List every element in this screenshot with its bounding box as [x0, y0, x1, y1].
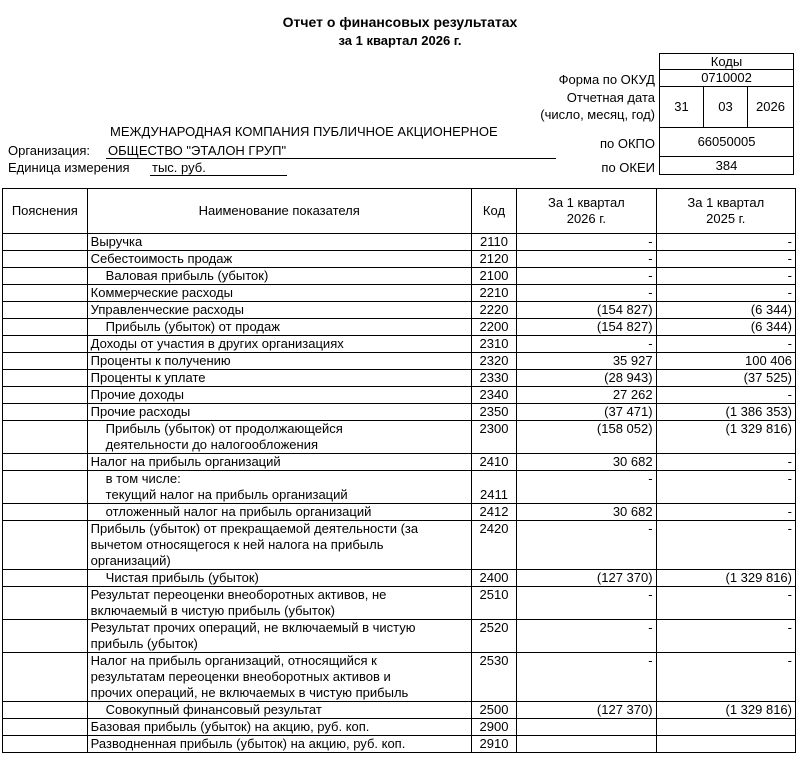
row-name-cell	[87, 504, 471, 521]
row-name-line: Совокупный финансовый результат	[105, 702, 322, 717]
header-code: Код	[471, 189, 516, 234]
row-name-line: Валовая прибыль (убыток)	[105, 268, 269, 283]
row-value-2025: -	[656, 521, 795, 570]
row-notes-cell	[3, 302, 88, 319]
row-value-2026: 35 927	[517, 353, 656, 370]
report-period: за 1 квартал 2026 г.	[338, 33, 462, 48]
table-row	[3, 268, 796, 285]
row-value-2025: (1 386 353)	[656, 404, 795, 421]
row-name-line: Прочие расходы	[90, 404, 191, 419]
row-value-2025: -	[656, 285, 795, 302]
row-name-cell	[87, 404, 471, 421]
row-value-2025: -	[656, 454, 795, 471]
row-code-cell: 2100	[471, 268, 516, 285]
okei-value: 384	[659, 156, 794, 175]
organization-name-line2: ОБЩЕСТВО "ЭТАЛОН ГРУП"	[108, 143, 287, 158]
row-name-cell	[87, 268, 471, 285]
table-row	[3, 521, 796, 570]
row-name-cell	[87, 302, 471, 319]
row-code-cell: 2500	[471, 702, 516, 719]
table-row	[3, 620, 796, 653]
row-notes-cell	[3, 421, 88, 454]
row-notes-cell	[3, 268, 88, 285]
row-name-cell	[87, 234, 471, 251]
date-year: 2026	[747, 86, 794, 128]
row-value-2025: (1 329 816)	[656, 702, 795, 719]
row-code-cell: 2510	[471, 587, 516, 620]
row-value-2025: (37 525)	[656, 370, 795, 387]
row-code-cell: 2200	[471, 319, 516, 336]
row-name-cell	[87, 336, 471, 353]
row-value-2025: -	[656, 234, 795, 251]
row-name-line: Налог на прибыль организаций, относящийся к	[90, 653, 377, 668]
table-row	[3, 404, 796, 421]
okud-label: Форма по ОКУД	[558, 72, 655, 87]
row-notes-cell	[3, 454, 88, 471]
row-name-cell	[87, 387, 471, 404]
row-name-cell	[87, 251, 471, 268]
row-name-cell	[87, 719, 471, 736]
row-notes-cell	[3, 336, 88, 353]
row-code-cell: 2330	[471, 370, 516, 387]
table-row	[3, 285, 796, 302]
row-name-cell	[87, 454, 471, 471]
okei-label: по ОКЕИ	[601, 160, 655, 175]
row-name-line: результатам переоценки внеоборотных активов и	[90, 669, 391, 684]
table-header-row	[3, 189, 796, 234]
row-value-2025: (1 329 816)	[656, 570, 795, 587]
row-notes-cell	[3, 587, 88, 620]
codes-header: Коды	[659, 53, 794, 70]
row-code-cell: 2300	[471, 421, 516, 454]
row-notes-cell	[3, 234, 88, 251]
row-value-2026: -	[517, 234, 656, 251]
row-code-cell: 2420	[471, 521, 516, 570]
table-row	[3, 251, 796, 268]
row-value-2026	[517, 719, 656, 736]
table-row	[3, 319, 796, 336]
table-row	[3, 736, 796, 753]
row-value-2026: -	[517, 336, 656, 353]
row-name-line: Себестоимость продаж	[90, 251, 233, 266]
unit-underline	[150, 175, 287, 176]
row-notes-cell	[3, 319, 88, 336]
row-code-cell: 2520	[471, 620, 516, 653]
okpo-label: по ОКПО	[599, 136, 655, 151]
unit-label: Единица измерения	[8, 160, 130, 175]
row-value-2025: -	[656, 620, 795, 653]
row-value-2026: -	[517, 471, 656, 504]
row-value-2026: (127 370)	[517, 702, 656, 719]
table-row	[3, 234, 796, 251]
table-row	[3, 421, 796, 454]
row-name-cell	[87, 570, 471, 587]
row-code-cell: 2310	[471, 336, 516, 353]
row-code-cell: 2410	[471, 454, 516, 471]
row-value-2025: -	[656, 268, 795, 285]
row-name-cell	[87, 471, 471, 504]
row-name-cell	[87, 736, 471, 753]
row-code-cell: 2320	[471, 353, 516, 370]
report-title: Отчет о финансовых результатах	[282, 14, 518, 30]
row-value-2026: -	[517, 285, 656, 302]
organization-label: Организация:	[8, 143, 91, 158]
row-value-2026: (158 052)	[517, 421, 656, 454]
row-code-cell: 2412	[471, 504, 516, 521]
row-code-cell: 2411	[471, 471, 516, 504]
header-name: Наименование показателя	[87, 189, 471, 234]
table-row	[3, 702, 796, 719]
table-body	[3, 234, 796, 753]
row-value-2026: -	[517, 620, 656, 653]
row-value-2025: (6 344)	[656, 319, 795, 336]
table-row	[3, 370, 796, 387]
row-notes-cell	[3, 504, 88, 521]
row-name-cell	[87, 702, 471, 719]
row-name-line: Налог на прибыль организаций	[90, 454, 281, 469]
table-row	[3, 587, 796, 620]
row-value-2026: (154 827)	[517, 302, 656, 319]
row-notes-cell	[3, 620, 88, 653]
row-name-line: Прибыль (убыток) от продаж	[105, 319, 280, 334]
table-row	[3, 570, 796, 587]
table-row	[3, 353, 796, 370]
row-name-line: Управленческие расходы	[90, 302, 244, 317]
row-code-cell: 2110	[471, 234, 516, 251]
date-label-2: (число, месяц, год)	[540, 107, 655, 122]
row-name-cell	[87, 285, 471, 302]
row-code-cell: 2350	[471, 404, 516, 421]
row-notes-cell	[3, 471, 88, 504]
row-name-line: Доходы от участия в других организациях	[90, 336, 344, 351]
date-label-1: Отчетная дата	[566, 90, 655, 105]
row-code-cell: 2220	[471, 302, 516, 319]
row-code-cell: 2340	[471, 387, 516, 404]
row-name-line: деятельности до налогообложения	[105, 437, 319, 452]
okud-value: 0710002	[659, 69, 794, 87]
row-name-line: прибыль (убыток)	[90, 636, 198, 651]
row-name-cell	[87, 319, 471, 336]
row-name-cell	[87, 653, 471, 702]
row-notes-cell	[3, 521, 88, 570]
row-code-cell: 2530	[471, 653, 516, 702]
table-row	[3, 719, 796, 736]
row-name-line: Проценты к уплате	[90, 370, 206, 385]
row-notes-cell	[3, 702, 88, 719]
row-name-cell	[87, 620, 471, 653]
row-code-cell: 2120	[471, 251, 516, 268]
row-notes-cell	[3, 251, 88, 268]
date-month: 03	[703, 86, 748, 128]
row-name-cell	[87, 353, 471, 370]
unit-value: тыс. руб.	[152, 160, 206, 175]
row-name-line: Прочие доходы	[90, 387, 184, 402]
row-name-line: Проценты к получению	[90, 353, 231, 368]
row-name-line: отложенный налог на прибыль организаций	[105, 504, 372, 519]
row-value-2025: -	[656, 387, 795, 404]
organization-underline	[106, 158, 556, 159]
row-name-cell	[87, 587, 471, 620]
row-value-2025: -	[656, 471, 795, 504]
table-row	[3, 387, 796, 404]
row-name-line: текущий налог на прибыль организаций	[105, 487, 348, 502]
row-code-cell: 2210	[471, 285, 516, 302]
row-value-2026: (127 370)	[517, 570, 656, 587]
financial-results-table	[2, 188, 796, 753]
row-value-2025: (6 344)	[656, 302, 795, 319]
row-name-line: Разводненная прибыль (убыток) на акцию, руб. коп.	[90, 736, 406, 751]
row-value-2026: (37 471)	[517, 404, 656, 421]
row-code-cell: 2900	[471, 719, 516, 736]
row-value-2026	[517, 736, 656, 753]
row-value-2025: -	[656, 504, 795, 521]
row-notes-cell	[3, 370, 88, 387]
row-name-line: Прибыль (убыток) от прекращаемой деятельности (за	[90, 521, 419, 536]
row-value-2025: -	[656, 587, 795, 620]
row-value-2026: -	[517, 587, 656, 620]
row-value-2025	[656, 736, 795, 753]
row-value-2025: -	[656, 653, 795, 702]
row-value-2026: (28 943)	[517, 370, 656, 387]
row-name-line: включаемый в чистую прибыль (убыток)	[90, 603, 335, 618]
row-value-2026: 30 682	[517, 504, 656, 521]
row-name-line: Выручка	[90, 234, 143, 249]
row-name-line: Результат прочих операций, не включаемый в чистую	[90, 620, 416, 635]
row-name-line: Базовая прибыль (убыток) на акцию, руб. коп.	[90, 719, 370, 734]
row-name-line: организаций)	[90, 553, 171, 568]
row-value-2025: (1 329 816)	[656, 421, 795, 454]
row-notes-cell	[3, 285, 88, 302]
row-value-2025: 100 406	[656, 353, 795, 370]
row-name-line: вычетом относящегося к ней налога на прибыль	[90, 537, 384, 552]
row-name-cell	[87, 521, 471, 570]
row-name-cell	[87, 370, 471, 387]
row-value-2026: (154 827)	[517, 319, 656, 336]
row-value-2026: -	[517, 521, 656, 570]
row-value-2026: 27 262	[517, 387, 656, 404]
organization-name-line1: МЕЖДУНАРОДНАЯ КОМПАНИЯ ПУБЛИЧНОЕ АКЦИОНЕРНОЕ	[110, 124, 498, 139]
row-notes-cell	[3, 570, 88, 587]
date-day: 31	[659, 86, 704, 128]
row-name-line: Чистая прибыль (убыток)	[105, 570, 259, 585]
table-row	[3, 471, 796, 504]
row-notes-cell	[3, 353, 88, 370]
row-value-2026: -	[517, 268, 656, 285]
row-value-2025: -	[656, 251, 795, 268]
row-code-cell: 2400	[471, 570, 516, 587]
header-col1: За 1 квартал 2026 г.	[517, 189, 656, 234]
table-row	[3, 454, 796, 471]
row-name-line: в том числе:	[105, 471, 181, 486]
row-value-2026: -	[517, 251, 656, 268]
row-value-2025	[656, 719, 795, 736]
row-value-2025: -	[656, 336, 795, 353]
table-row	[3, 504, 796, 521]
row-notes-cell	[3, 404, 88, 421]
table-row	[3, 653, 796, 702]
row-name-line: Прибыль (убыток) от продолжающейся	[105, 421, 343, 436]
row-notes-cell	[3, 653, 88, 702]
row-notes-cell	[3, 387, 88, 404]
row-code-cell: 2910	[471, 736, 516, 753]
okpo-value: 66050005	[659, 127, 794, 157]
row-value-2026: 30 682	[517, 454, 656, 471]
row-name-line: Коммерческие расходы	[90, 285, 233, 300]
row-name-cell	[87, 421, 471, 454]
row-notes-cell	[3, 719, 88, 736]
table-row	[3, 336, 796, 353]
row-value-2026: -	[517, 653, 656, 702]
row-notes-cell	[3, 736, 88, 753]
row-name-line: прочих операций, не включаемых в чистую прибыль	[90, 685, 409, 700]
header-notes: Пояснения	[3, 189, 88, 234]
header-col2: За 1 квартал 2025 г.	[656, 189, 795, 234]
row-name-line: Результат переоценки внеоборотных активов, не	[90, 587, 387, 602]
table-row	[3, 302, 796, 319]
